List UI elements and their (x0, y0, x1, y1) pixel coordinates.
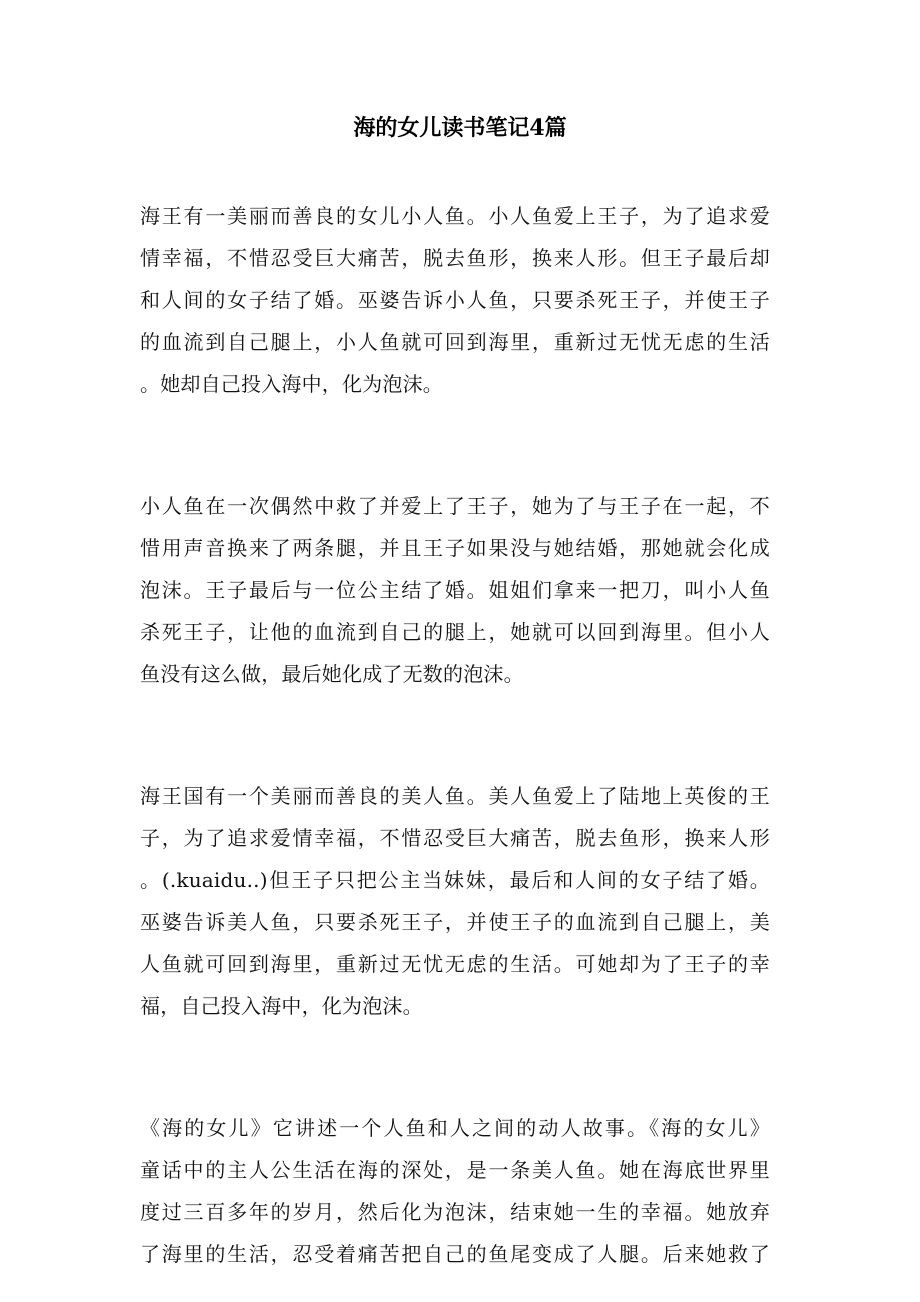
paragraph-1 (140, 195, 770, 405)
paragraph-2 (140, 485, 770, 695)
paragraph-spacer (140, 1027, 770, 1107)
paragraph-line: 《海的女儿》它讲述一个人鱼和人之间的动人故事。《海的女儿》 (140, 1116, 770, 1140)
paragraph-3 (140, 775, 770, 1027)
paragraph-line: 。她却自己投入海中，化为泡沫。 (140, 372, 443, 396)
paragraph-line: 情幸福，不惜忍受巨大痛苦，脱去鱼形，换来人形。但王子最后却 (140, 246, 770, 270)
paragraph-line: 巫婆告诉美人鱼，只要杀死王子，并使王子的血流到自己腿上，美 (140, 910, 770, 934)
paragraph-line: 泡沫。王子最后与一位公主结了婚。姐姐们拿来一把刀，叫小人鱼 (140, 578, 770, 602)
paragraph-line: 鱼没有这么做，最后她化成了无数的泡沫。 (140, 662, 524, 686)
paragraph-line: 子，为了追求爱情幸福，不惜忍受巨大痛苦，脱去鱼形，换来人形 (140, 826, 770, 850)
paragraph-line: 杀死王子，让他的血流到自己的腿上，她就可以回到海里。但小人 (140, 620, 770, 644)
paragraph-line: 的血流到自己腿上，小人鱼就可回到海里，重新过无忧无虑的生活 (140, 330, 770, 354)
paragraph-line: 度过三百多年的岁月，然后化为泡沫，结束她一生的幸福。她放弃 (140, 1200, 770, 1224)
paragraph-line: 和人间的女子结了婚。巫婆告诉小人鱼，只要杀死王子，并使王子 (140, 288, 770, 312)
paragraph-line: 人鱼就可回到海里，重新过无忧无虑的生活。可她却为了王子的幸 (140, 952, 770, 976)
paragraph-line: 海王国有一个美丽而善良的美人鱼。美人鱼爱上了陆地上英俊的王 (140, 784, 770, 808)
document-title: 海的女儿读书笔记4篇 (353, 115, 567, 141)
paragraph-spacer (140, 405, 770, 485)
paragraph-line: 小人鱼在一次偶然中救了并爱上了王子，她为了与王子在一起，不 (140, 494, 770, 518)
paragraph-line: 童话中的主人公生活在海的深处，是一条美人鱼。她在海底世界里 (140, 1158, 770, 1182)
paragraph-spacer (140, 695, 770, 775)
paragraph-line: 了海里的生活，忍受着痛苦把自己的鱼尾变成了人腿。后来她救了 (140, 1242, 770, 1266)
paragraph-line: 。(.kuaidu..)但王子只把公主当妹妹，最后和人间的女子结了婚。 (140, 868, 770, 892)
paragraph-line: 海王有一美丽而善良的女儿小人鱼。小人鱼爱上王子，为了追求爱 (140, 204, 770, 228)
document-body (140, 195, 770, 1275)
paragraph-line: 福，自己投入海中，化为泡沫。 (140, 994, 423, 1018)
paragraph-4 (140, 1107, 770, 1275)
paragraph-line: 惜用声音换来了两条腿，并且王子如果没与她结婚，那她就会化成 (140, 536, 770, 560)
